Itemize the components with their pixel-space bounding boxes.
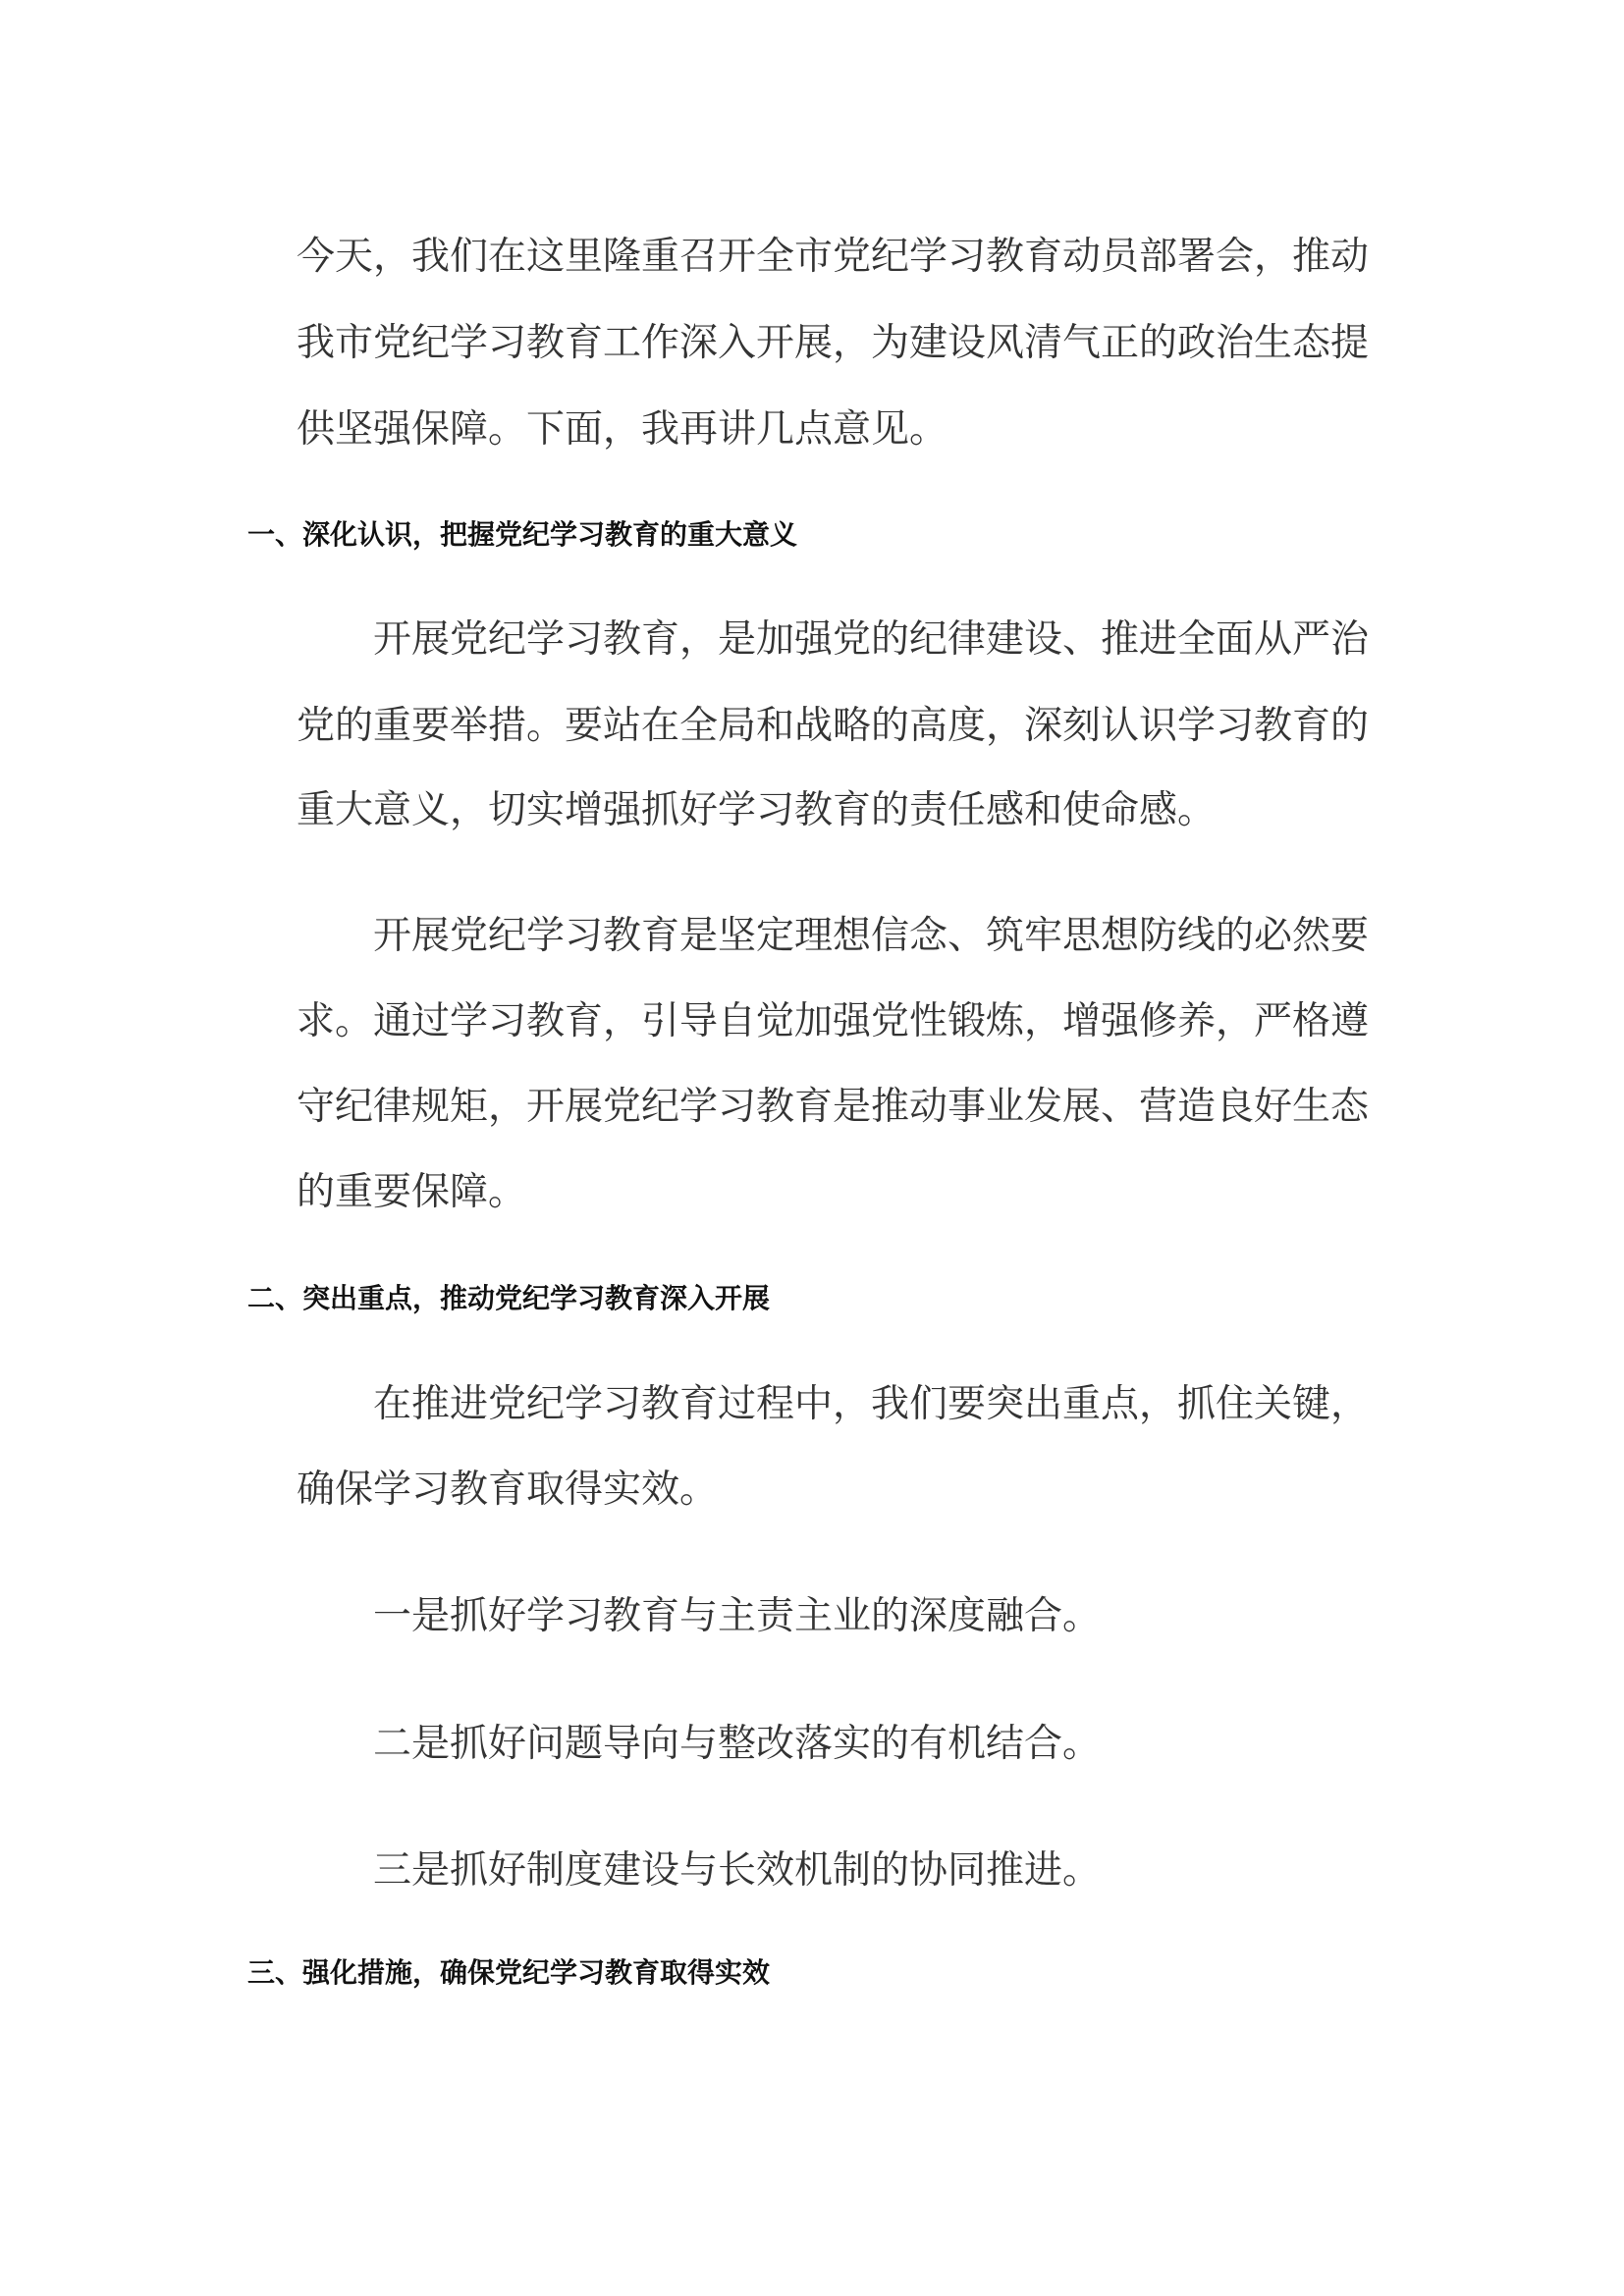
list-item: 二是抓好问题导向与整改落实的有机结合。 — [373, 1722, 1102, 1766]
paragraph-line: 开展党纪学习教育是坚定理想信念、筑牢思想防线的必然要 — [373, 914, 1370, 958]
list-item: 一是抓好学习教育与主责主业的深度融合。 — [373, 1594, 1102, 1638]
section-heading-2: 二、突出重点，推动党纪学习教育深入开展 — [247, 1282, 771, 1314]
intro-line: 今天，我们在这里隆重召开全市党纪学习教育动员部署会，推动 — [297, 235, 1370, 279]
paragraph-line: 党的重要举措。要站在全局和战略的高度，深刻认识学习教育的 — [297, 704, 1370, 748]
section-heading-3: 三、强化措施，确保党纪学习教育取得实效 — [247, 1956, 771, 1989]
paragraph-line: 在推进党纪学习教育过程中，我们要突出重点，抓住关键， — [373, 1382, 1370, 1426]
paragraph-line: 守纪律规矩，开展党纪学习教育是推动事业发展、营造良好生态 — [297, 1085, 1370, 1129]
paragraph-line: 求。通过学习教育，引导自觉加强党性锻炼，增强修养，严格遵 — [297, 999, 1370, 1043]
paragraph-line: 的重要保障。 — [297, 1170, 527, 1214]
paragraph-line: 确保学习教育取得实效。 — [297, 1468, 719, 1512]
paragraph-line: 开展党纪学习教育，是加强党的纪律建设、推进全面从严治 — [373, 617, 1370, 662]
section-heading-1: 一、深化认识，把握党纪学习教育的重大意义 — [247, 518, 798, 551]
list-item: 三是抓好制度建设与长效机制的协同推进。 — [373, 1848, 1102, 1893]
intro-line: 供坚强保障。下面，我再讲几点意见。 — [297, 407, 948, 452]
intro-line: 我市党纪学习教育工作深入开展，为建设风清气正的政治生态提 — [297, 321, 1370, 365]
paragraph-line: 重大意义，切实增强抓好学习教育的责任感和使命感。 — [297, 788, 1217, 832]
